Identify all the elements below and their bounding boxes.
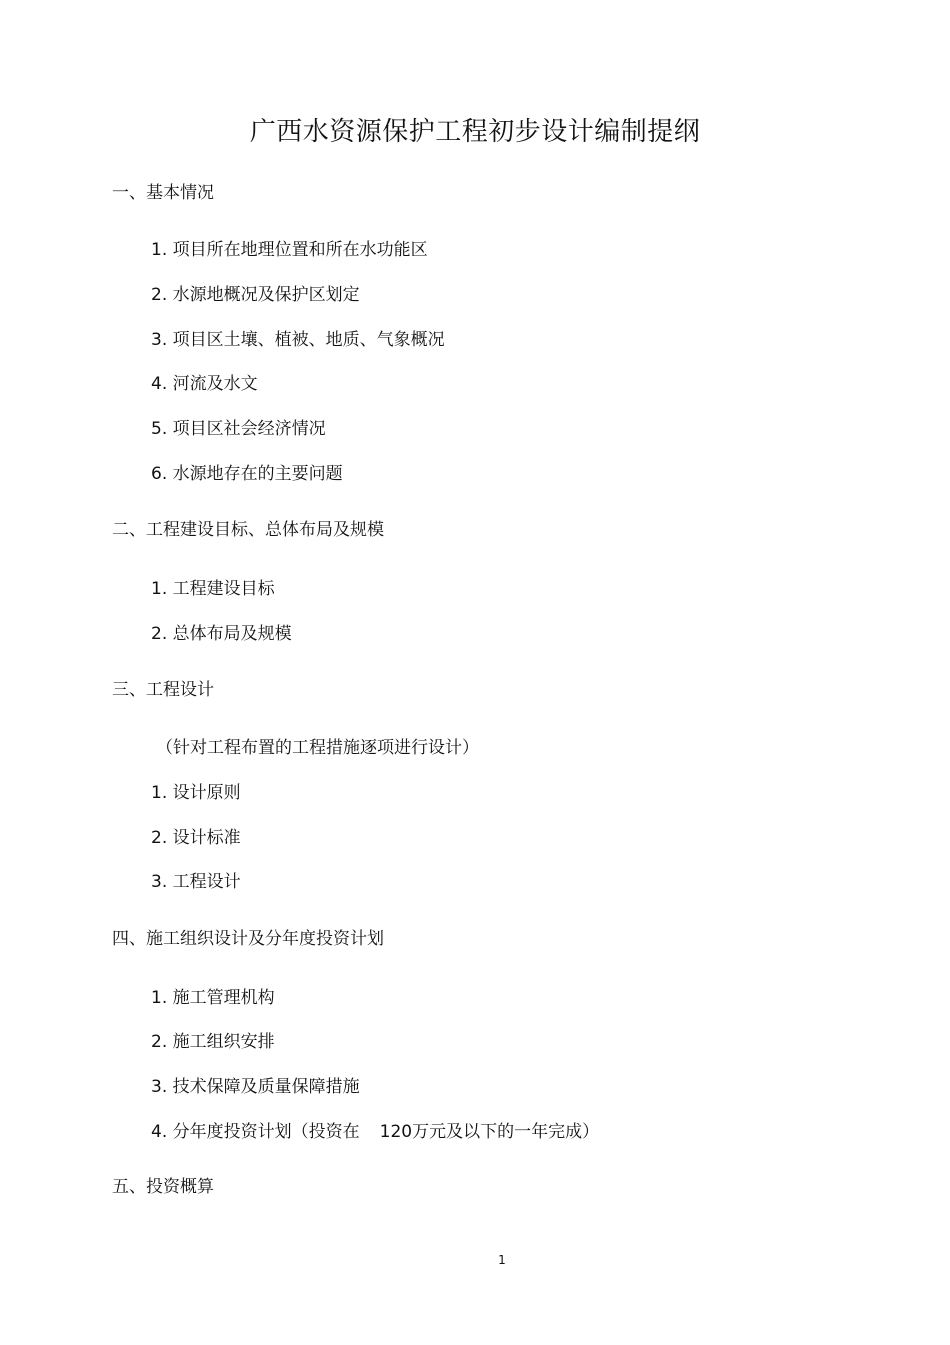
list-item: 3. 项目区土壤、植被、地质、气象概况	[151, 330, 445, 350]
list-item: 2. 水源地概况及保护区划定	[151, 285, 360, 305]
list-item: 3. 技术保障及质量保障措施	[151, 1077, 360, 1097]
list-item: 2. 总体布局及规模	[151, 624, 292, 644]
list-item	[151, 1120, 599, 1144]
list-item-text: 120万元及以下的一年完成）	[379, 1122, 600, 1142]
list-item: 1. 工程建设目标	[151, 579, 275, 599]
list-item: 3. 工程设计	[151, 872, 241, 892]
list-item: 4. 河流及水文	[151, 374, 258, 394]
section-heading: 一、基本情况	[112, 183, 214, 203]
list-item: 6. 水源地存在的主要问题	[151, 464, 343, 484]
section-heading: 四、施工组织设计及分年度投资计划	[112, 929, 384, 949]
section-heading: 二、工程建设目标、总体布局及规模	[112, 520, 384, 540]
section-heading: 三、工程设计	[112, 680, 214, 700]
list-item: 2. 设计标准	[151, 828, 241, 848]
page-number: 1	[498, 1253, 506, 1267]
section-heading: 五、投资概算	[112, 1177, 214, 1197]
list-item: 2. 施工组织安排	[151, 1032, 275, 1052]
list-item-text: 4. 分年度投资计划（投资在	[151, 1122, 360, 1142]
list-item: 1. 施工管理机构	[151, 988, 275, 1008]
list-item: 5. 项目区社会经济情况	[151, 419, 326, 439]
document-title: 广西水资源保护工程初步设计编制提纲	[249, 117, 701, 147]
list-item: 1. 设计原则	[151, 783, 241, 803]
list-item: 1. 项目所在地理位置和所在水功能区	[151, 240, 428, 260]
section-note: （针对工程布置的工程措施逐项进行设计）	[156, 738, 479, 758]
